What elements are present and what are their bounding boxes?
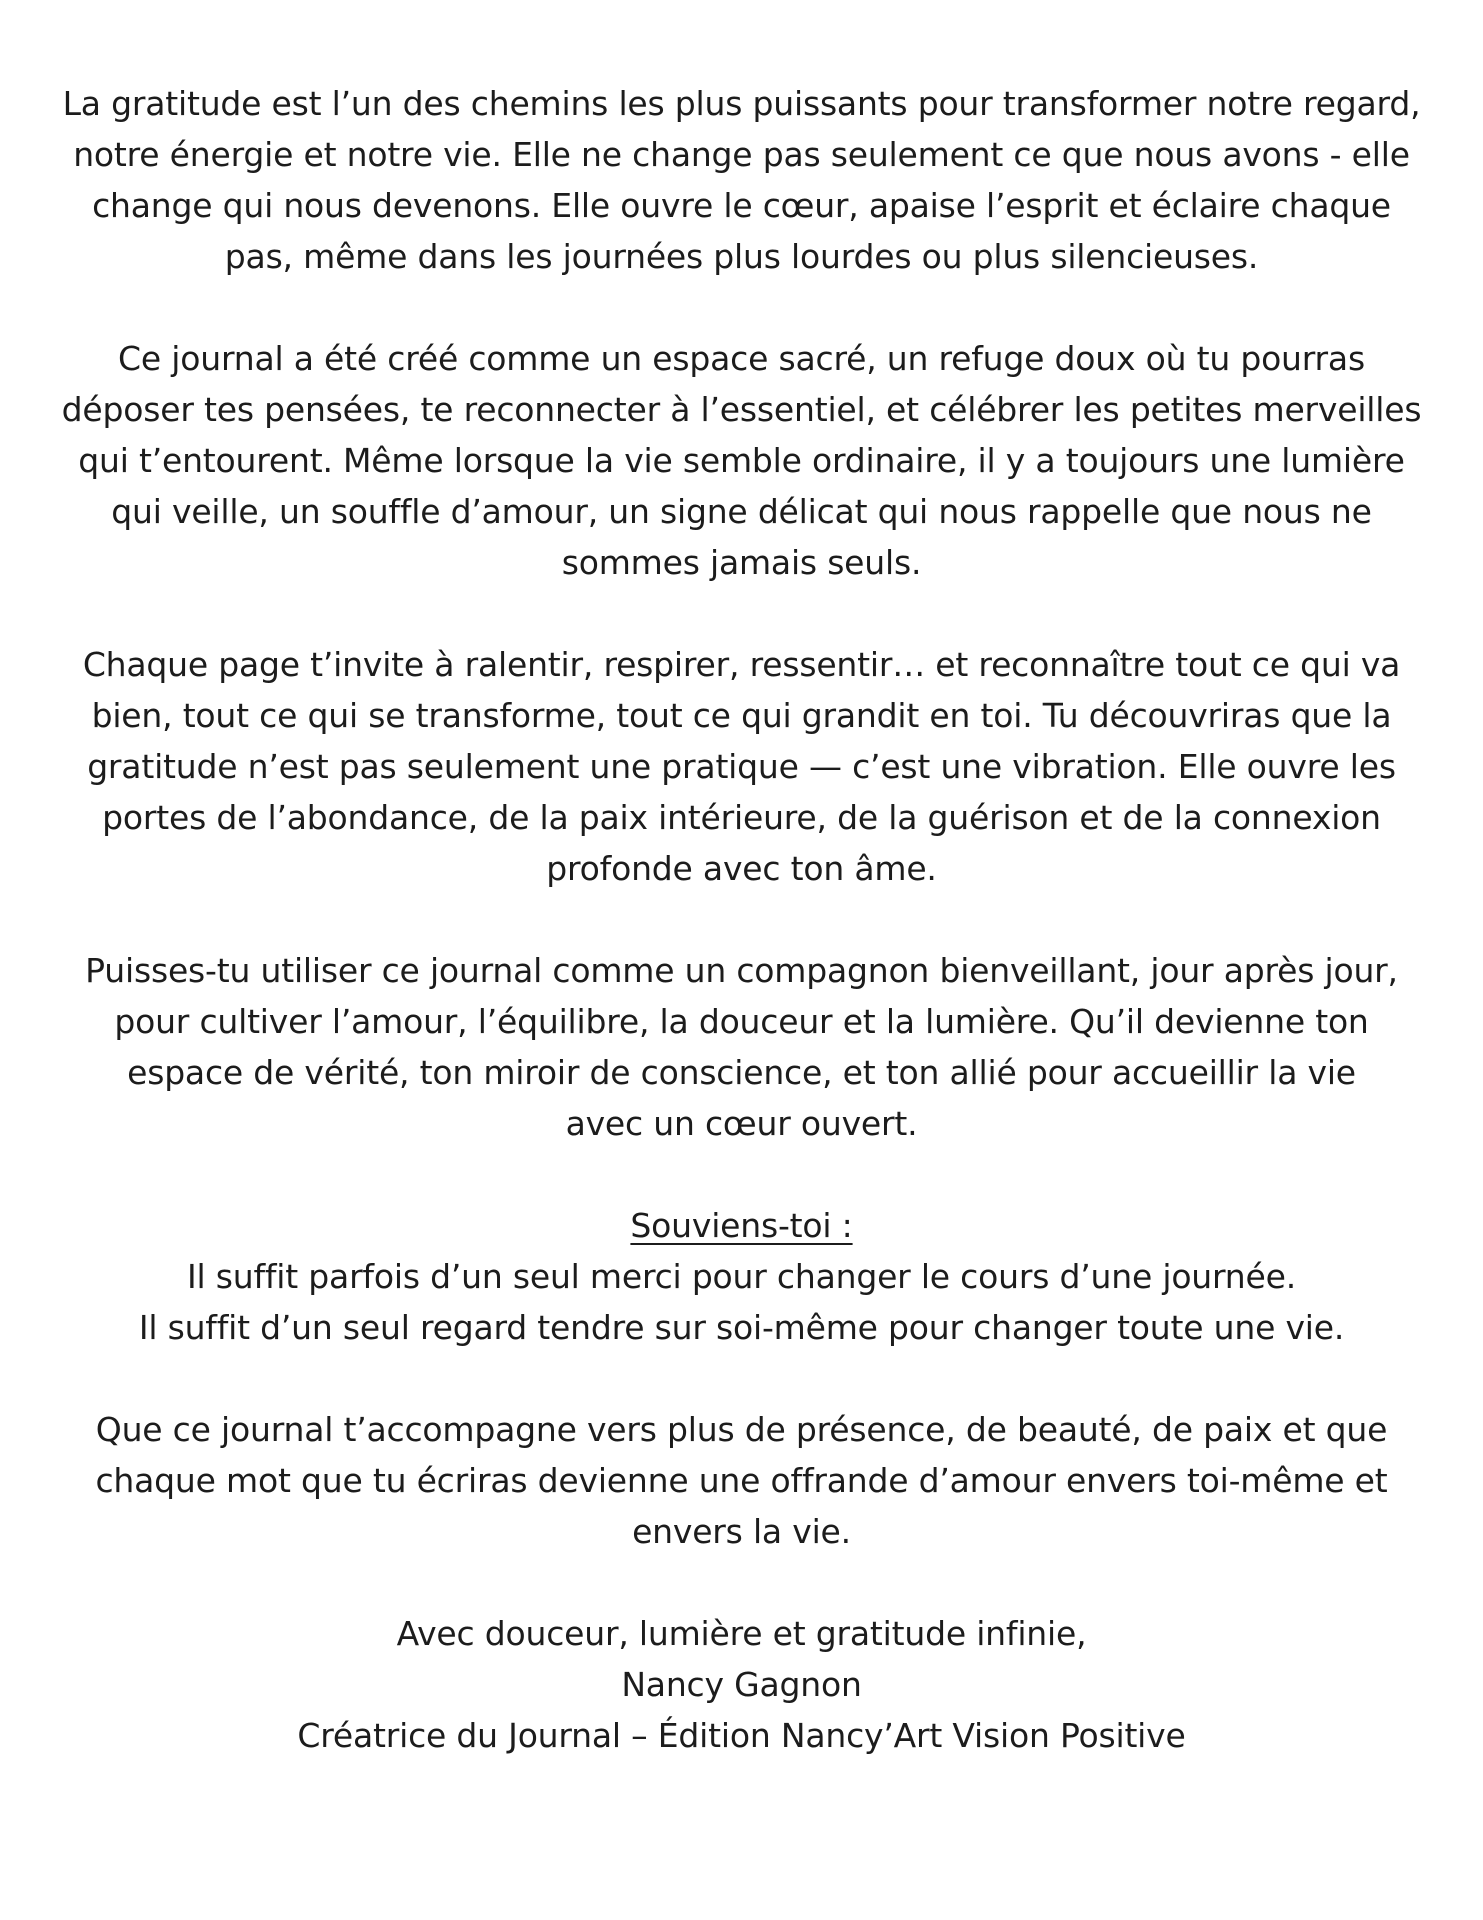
text-line: Il suffit d’un seul regard tendre sur soi-même pour changer toute une vie.: [138, 1308, 1345, 1347]
text-line: envers la vie.: [632, 1512, 851, 1551]
text-line: avec un cœur ouvert.: [565, 1104, 918, 1143]
text-line: pas, même dans les journées plus lourdes ou plus silencieuses.: [224, 237, 1259, 276]
paragraph-wish: [40, 1404, 1443, 1557]
remember-heading: Souviens-toi :: [630, 1206, 853, 1245]
text-line: bien, tout ce qui se transforme, tout ce qui grandit en toi. Tu découvriras que la: [91, 696, 1392, 735]
signature-closing: Avec douceur, lumière et gratitude infinie,: [396, 1614, 1087, 1653]
text-line: sommes jamais seuls.: [561, 543, 922, 582]
text-line: La gratitude est l’un des chemins les plus puissants pour transformer notre regard,: [62, 84, 1421, 123]
text-line: portes de l’abondance, de la paix intérieure, de la guérison et de la connexion: [102, 798, 1381, 837]
remember-section: [40, 1200, 1443, 1353]
text-line: profonde avec ton âme.: [546, 849, 937, 888]
text-line: Ce journal a été créé comme un espace sacré, un refuge doux où tu pourras: [118, 339, 1365, 378]
text-line: Il suffit parfois d’un seul merci pour changer le cours d’une journée.: [186, 1257, 1297, 1296]
text-line: pour cultiver l’amour, l’équilibre, la douceur et la lumière. Qu’il devienne ton: [114, 1002, 1369, 1041]
text-line: notre énergie et notre vie. Elle ne change pas seulement ce que nous avons - elle: [73, 135, 1410, 174]
signature-name: Nancy Gagnon: [621, 1665, 862, 1704]
signature-block: [40, 1608, 1443, 1761]
paragraph-companion: [40, 945, 1443, 1149]
text-line: Puisses-tu utiliser ce journal comme un compagnon bienveillant, jour après jour,: [85, 951, 1398, 990]
text-line: gratitude n’est pas seulement une pratique — c’est une vibration. Elle ouvre les: [87, 747, 1396, 786]
text-line: qui t’entourent. Même lorsque la vie semble ordinaire, il y a toujours une lumière: [78, 441, 1405, 480]
paragraph-gratitude-intro: [40, 78, 1443, 282]
signature-title: Créatrice du Journal – Édition Nancy’Art Vision Positive: [297, 1716, 1186, 1755]
text-line: espace de vérité, ton miroir de conscience, et ton allié pour accueillir la vie: [127, 1053, 1356, 1092]
text-line: Chaque page t’invite à ralentir, respirer, ressentir… et reconnaître tout ce qui va: [82, 645, 1401, 684]
text-line: Que ce journal t’accompagne vers plus de présence, de beauté, de paix et que: [95, 1410, 1388, 1449]
text-line: change qui nous devenons. Elle ouvre le cœur, apaise l’esprit et éclaire chaque: [92, 186, 1391, 225]
document-page: [40, 78, 1443, 1812]
text-line: qui veille, un souffle d’amour, un signe délicat qui nous rappelle que nous ne: [111, 492, 1372, 531]
text-line: déposer tes pensées, te reconnecter à l’essentiel, et célébrer les petites merveilles: [61, 390, 1422, 429]
paragraph-each-page: [40, 639, 1443, 894]
paragraph-journal-purpose: [40, 333, 1443, 588]
text-line: chaque mot que tu écriras devienne une offrande d’amour envers toi-même et: [95, 1461, 1388, 1500]
